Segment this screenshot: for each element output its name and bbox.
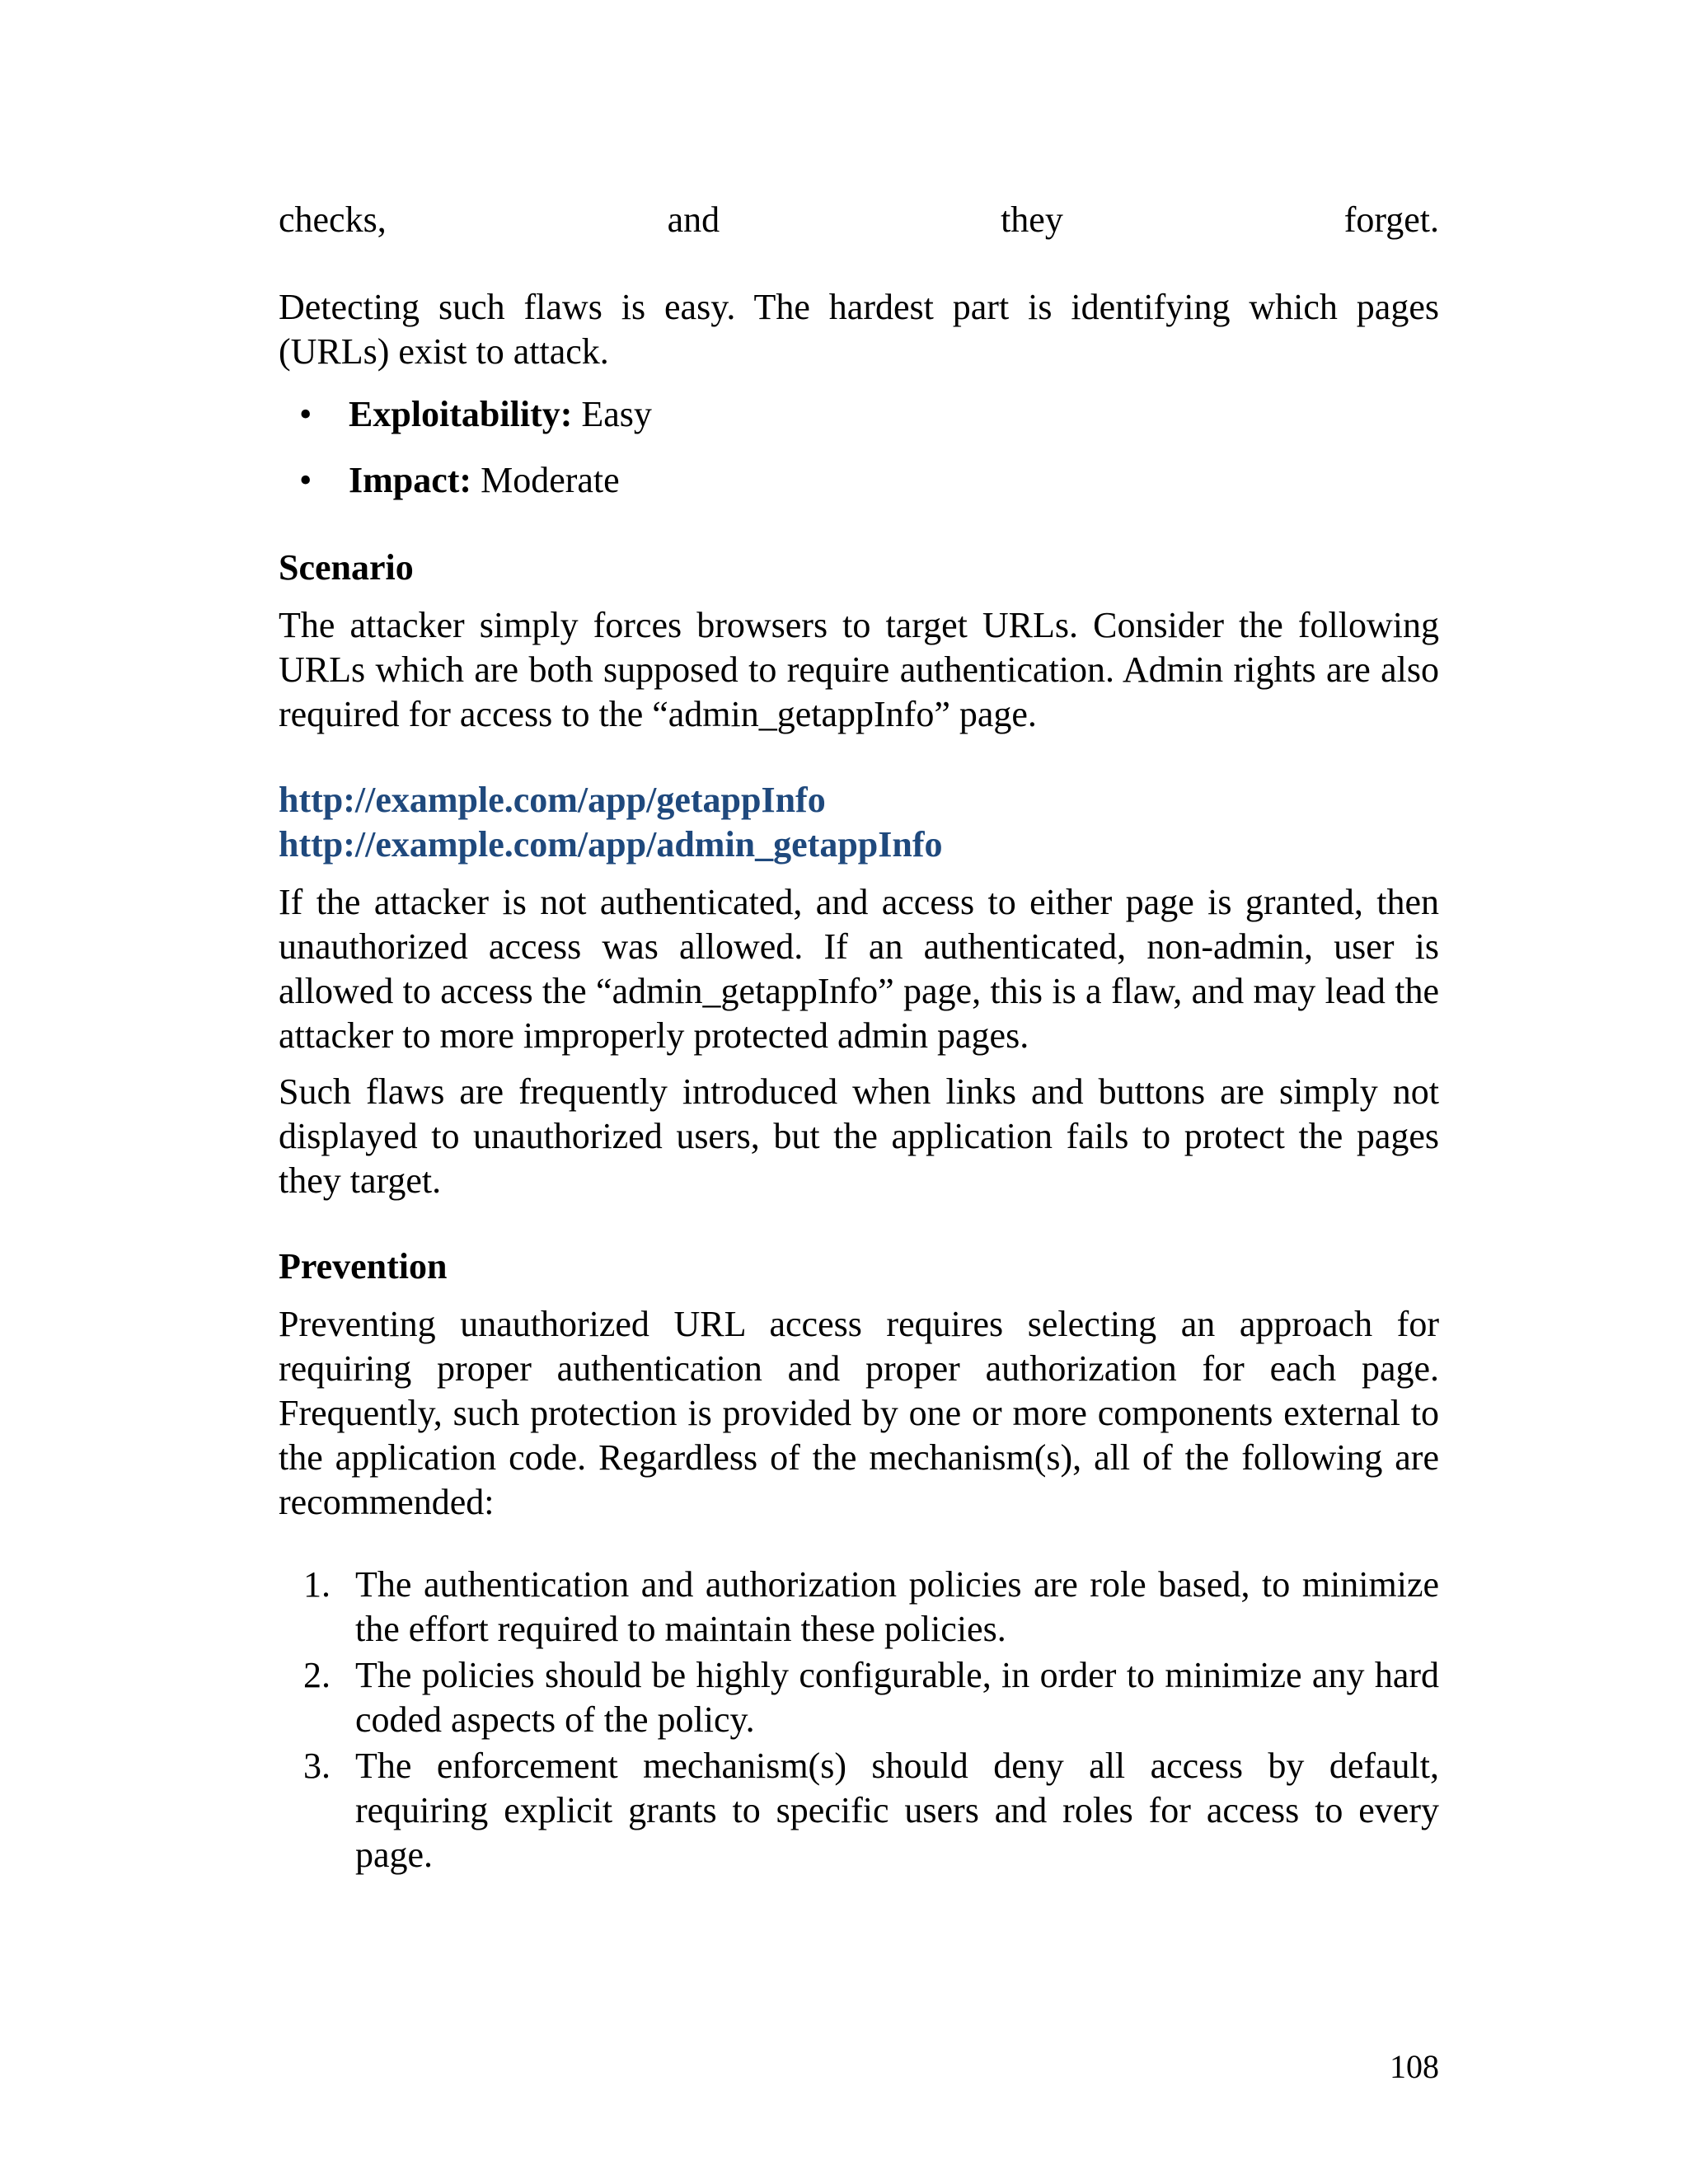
list-item	[279, 1744, 1439, 1877]
bullet-icon: •	[299, 460, 312, 500]
list-item	[279, 1563, 1439, 1652]
item-number: 2.	[303, 1655, 331, 1695]
bullet-icon: •	[299, 394, 312, 434]
item-number: 3.	[303, 1746, 331, 1786]
rating-value: Easy	[581, 394, 652, 434]
scenario-paragraph: If the attacker is not authenticated, and access to either page is granted, then unauthorized access was allowed. If an authenticated, non-admin, user is allowed to access the “admin_getappInfo” page, this is a flaw, and may lead the attacker to more improperly protected admin pages.	[279, 882, 1439, 1056]
document-page	[279, 198, 1439, 1879]
recommendation-list	[279, 1563, 1439, 1877]
prevention-heading: Prevention	[279, 1246, 448, 1286]
list-item	[279, 392, 1439, 437]
item-text: The policies should be highly configurable, in order to minimize any hard coded aspects of the policy.	[355, 1655, 1439, 1740]
continuation-word: checks,	[279, 199, 387, 240]
page-number: 108	[1390, 2048, 1439, 2085]
rating-label: Exploitability:	[349, 394, 573, 434]
item-text: The authentication and authorization policies are role based, to minimize the effort required to maintain these policies.	[355, 1564, 1439, 1649]
item-number: 1.	[303, 1564, 331, 1605]
list-item	[279, 458, 1439, 503]
scenario-heading: Scenario	[279, 547, 414, 588]
list-item	[279, 1653, 1439, 1742]
rating-value: Moderate	[481, 460, 620, 500]
example-url[interactable]: http://example.com/app/getappInfo	[279, 780, 826, 820]
continuation-line	[279, 198, 1439, 242]
url-block	[279, 778, 1439, 867]
scenario-paragraph: Such flaws are frequently introduced when links and buttons are simply not displayed to unauthorized users, but the application fails to protect the pages they target.	[279, 1071, 1439, 1201]
item-text: The enforcement mechanism(s) should deny all access by default, requiring explicit grants to specific users and roles for access to every page.	[355, 1746, 1439, 1875]
continuation-word: forget.	[1343, 199, 1439, 240]
detect-paragraph: Detecting such flaws is easy. The hardest part is identifying which pages (URLs) exist to attack.	[279, 287, 1439, 372]
continuation-word: they	[1001, 199, 1063, 240]
continuation-word: and	[667, 199, 720, 240]
example-url[interactable]: http://example.com/app/admin_getappInfo	[279, 824, 943, 865]
scenario-intro: The attacker simply forces browsers to target URLs. Consider the following URLs which are both supposed to require authentication. Admin rights are also required for access to the “admin_getappInfo” page.	[279, 605, 1439, 734]
rating-list	[279, 392, 1439, 503]
prevention-intro: Preventing unauthorized URL access requires selecting an approach for requiring proper authentication and proper authorization for each page. Frequently, such protection is provided by one or more components external to the application code. Regardless of the mechanism(s), all of the following are recommended:	[279, 1304, 1439, 1522]
rating-label: Impact:	[349, 460, 472, 500]
